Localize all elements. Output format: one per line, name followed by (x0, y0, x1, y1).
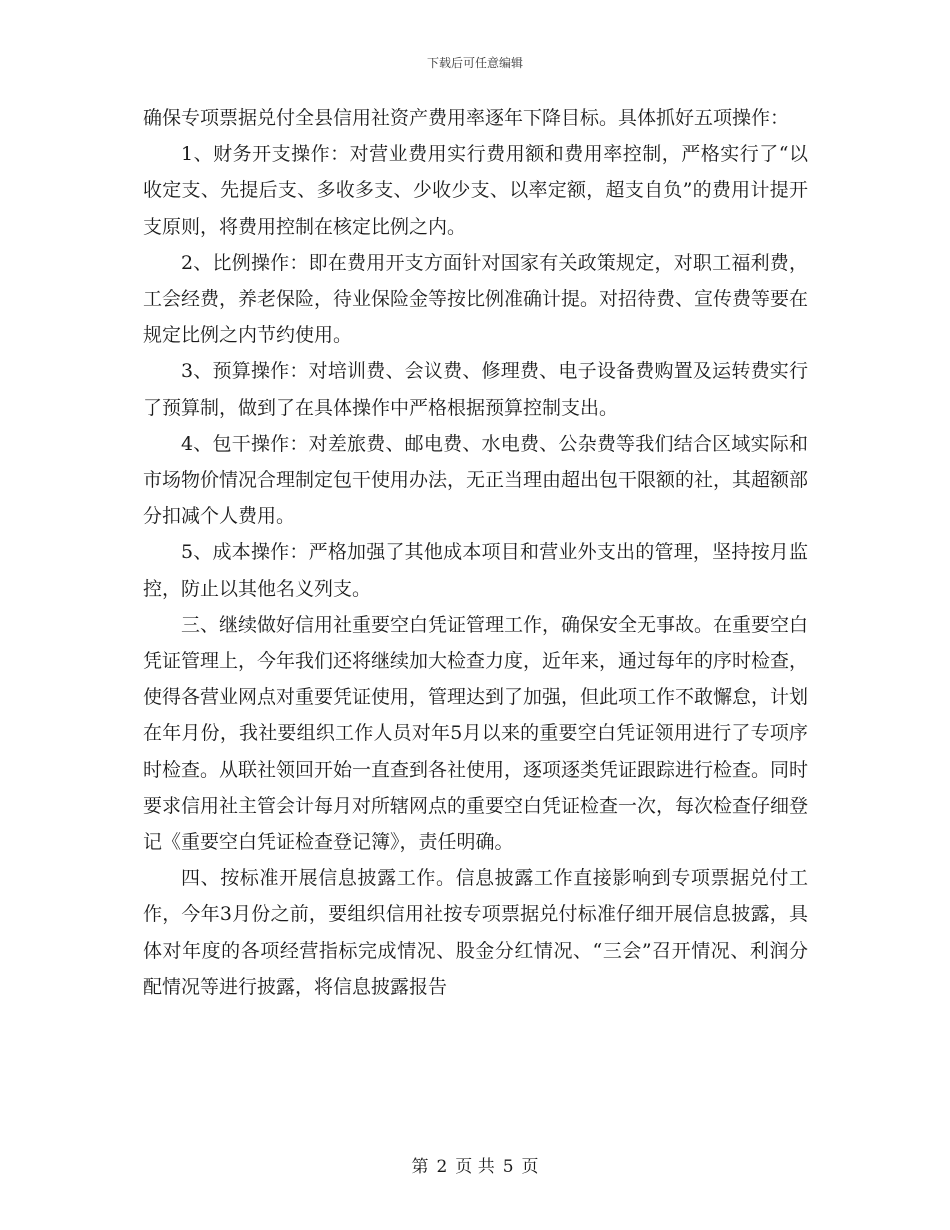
paragraph-section-3: 三、继续做好信用社重要空白凭证管理工作，确保安全无事故。在重要空白凭证管理上，今年我们还将继续加大检查力度，近年来，通过每年的序时检查，使得各营业网点对重要凭证使用，管理达到了加强，但此项工作不敢懈怠，计划在年月份，我社要组织工作人员对年5月以来的重要空白凭证领用进行了专项序时检查。从联社领回开始一直查到各社使用，逐项逐类凭证跟踪进行检查。同时要求信用社主管会计每月对所辖网点的重要空白凭证检查一次，每次检查仔细登记《重要空白凭证检查登记簿》，责任明确。 (143, 613, 809, 854)
paragraph-item-2: 2、比例操作：即在费用开支方面针对国家有关政策规定，对职工福利费，工会经费，养老保险，待业保险金等按比例准确计提。对招待费、宣传费等要在规定比例之内节约使用。 (143, 251, 809, 347)
footer-prefix: 第 (411, 1157, 429, 1177)
page-footer (0, 1152, 950, 1177)
paragraph-item-3: 3、预算操作：对培训费、会议费、修理费、电子设备费购置及运转费实行了预算制，做到了在具体操作中严格根据预算控制支出。 (143, 360, 808, 419)
footer-middle: 页 共 (455, 1157, 495, 1177)
document-body (143, 100, 808, 1005)
footer-suffix: 页 (521, 1157, 539, 1177)
paragraph-section-4: 四、按标准开展信息披露工作。信息披露工作直接影响到专项票据兑付工作，今年3月份之前，要组织信用社按专项票据兑付标准仔细开展信息披露，具体对年度的各项经营指标完成情况、股金分红情况、“三会”召开情况、利润分配情况等进行披露，将信息披露报告 (143, 867, 808, 998)
paragraph-continuation: 确保专项票据兑付全县信用社资产费用率逐年下降目标。具体抓好五项操作： (143, 107, 790, 129)
paragraph-item-1: 1、财务开支操作：对营业费用实行费用额和费用率控制，严格实行了“以收定支、先提后支、多收多支、少收少支、以率定额，超支自负”的费用计提开支原则，将费用控制在核定比例之内。 (143, 143, 808, 238)
footer-total-pages: 5 (502, 1157, 514, 1177)
paragraph-item-5: 5、成本操作：严格加强了其他成本项目和营业外支出的管理，坚持按月监控，防止以其他名义列支。 (143, 541, 808, 600)
paragraph-item-4: 4、包干操作：对差旅费、邮电费、水电费、公杂费等我们结合区域实际和市场物价情况合理制定包干使用办法，无正当理由超出包干限额的社，其超额部分扣减个人费用。 (143, 432, 809, 528)
footer-page-number: 2 (436, 1157, 448, 1177)
page-header: 下载后可任意编辑 (426, 56, 523, 70)
